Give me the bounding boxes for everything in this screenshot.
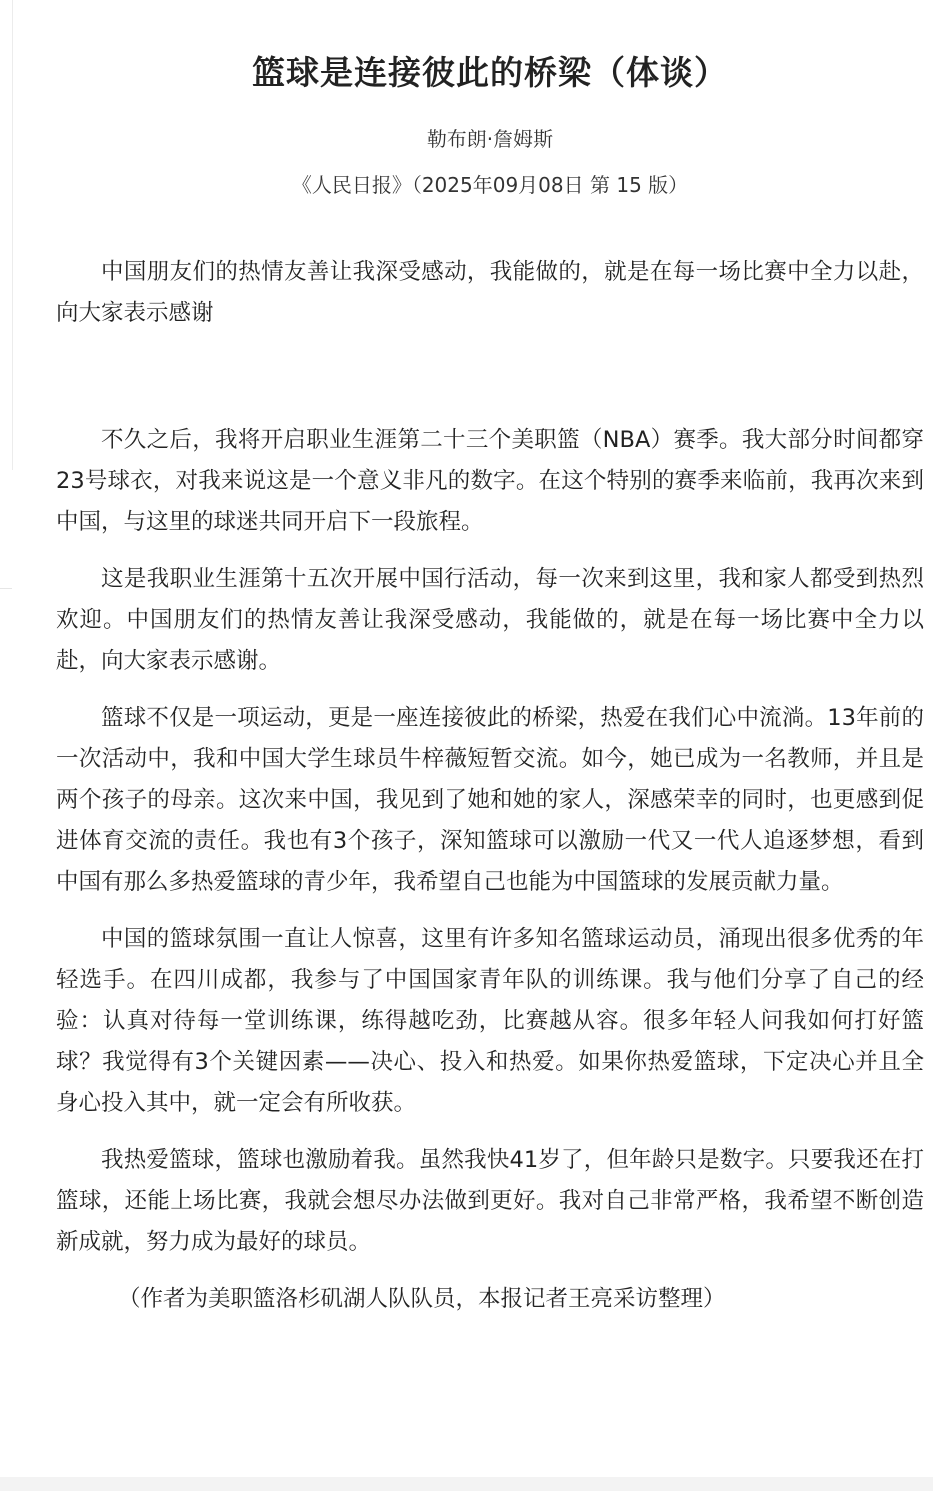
paragraph: 我热爱篮球，篮球也激励着我。虽然我快41岁了，但年龄只是数字。只要我还在打篮球，还能上场比赛，我就会想尽办法做到更好。我对自己非常严格，我希望不断创造新成就，努力成为最好的球员。 [56, 1147, 924, 1255]
left-page-edge [0, 0, 13, 470]
paragraph-lead: 中国朋友们的热情友善让我深受感动，我能做的，就是在每一场比赛中全力以赴，向大家表示感谢 [56, 259, 924, 326]
article-author: 勒布朗·詹姆斯 [426, 127, 554, 151]
paragraph: 这是我职业生涯第十五次开展中国行活动，每一次来到这里，我和家人都受到热烈欢迎。中国朋友们的热情友善让我深受感动，我能做的，就是在每一场比赛中全力以赴，向大家表示感谢。 [56, 566, 924, 674]
paragraph: 篮球不仅是一项运动，更是一座连接彼此的桥梁，热爱在我们心中流淌。13年前的一次活动中，我和中国大学生球员牛梓薇短暂交流。如今，她已成为一名教师，并且是两个孩子的母亲。这次来中国，我见到了她和她的家人，深感荣幸的同时，也更感到促进体育交流的责任。我也有3个孩子，深知篮球可以激励一代又一代人追逐梦想，看到中国有那么多热爱篮球的青少年，我希望自己也能为中国篮球的发展贡献力量。 [56, 705, 924, 895]
article [56, 0, 924, 1320]
paragraph: 中国的篮球氛围一直让人惊喜，这里有许多知名篮球运动员，涌现出很多优秀的年轻选手。在四川成都，我参与了中国国家青年队的训练课。我与他们分享了自己的经验：认真对待每一堂训练课，练得越吃劲，比赛越从容。很多年轻人问我如何打好篮球？我觉得有3个关键因素——决心、投入和热爱。如果你热爱篮球，下定决心并且全身心投入其中，就一定会有所收获。 [56, 926, 924, 1116]
left-edge-divider [0, 588, 12, 589]
paragraph: 不久之后，我将开启职业生涯第二十三个美职篮（NBA）赛季。我大部分时间都穿23号球衣，对我来说这是一个意义非凡的数字。在这个特别的赛季来临前，我再次来到中国，与这里的球迷共同开启下一段旅程。 [56, 427, 924, 535]
article-source: 《人民日报》（2025年09月08日 第 15 版） [291, 173, 689, 197]
article-title: 篮球是连接彼此的桥梁（体谈） [252, 53, 728, 92]
author-note: （作者为美职篮洛杉矶湖人队队员，本报记者王亮采访整理） [118, 1286, 726, 1312]
bottom-strip [0, 1477, 933, 1491]
